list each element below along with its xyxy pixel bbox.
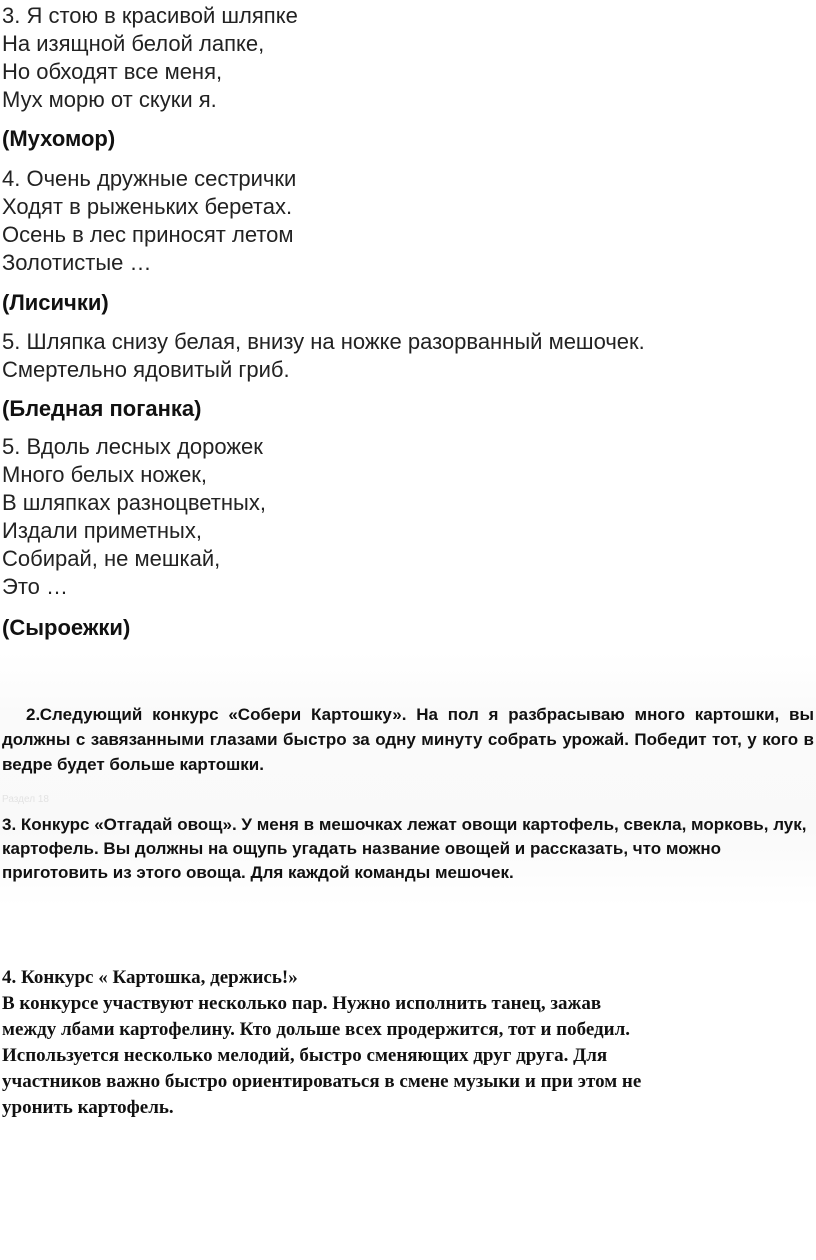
riddle-line: Золотистые … (2, 250, 152, 275)
contest-4-line: уронить картофель. (2, 1097, 174, 1118)
riddle-line: 5. Шляпка снизу белая, внизу на ножке разорванный мешочек. (2, 329, 645, 354)
riddle-line: Много белых ножек, (2, 462, 208, 487)
riddle-line: Осень в лес приносят летом (2, 222, 294, 247)
riddle-line: В шляпках разноцветных, (2, 490, 266, 515)
riddle-line: Мух морю от скуки я. (2, 87, 217, 112)
riddle-line: Ходят в рыженьких беретах. (2, 194, 293, 219)
riddle-line: Издали приметных, (2, 518, 202, 543)
contest-4-paragraph (2, 965, 814, 1121)
riddle-line: На изящной белой лапке, (2, 31, 265, 56)
riddle-answer: (Бледная поганка) (2, 396, 202, 421)
riddle-answer: (Мухомор) (2, 126, 116, 151)
contest-2-paragraph (2, 702, 814, 777)
contest-3-paragraph: 3. Конкурс «Отгадай овощ». У меня в мешочках лежат овощи картофель, свекла, морковь, лук, картофель. Вы должны на ощупь угадать название овощей и рассказать, что можно приготовить из этого овоща. Для каждой команды мешочек. (2, 815, 807, 882)
riddle-answer: (Сыроежки) (2, 615, 131, 640)
riddle-syroezhki-text (2, 433, 266, 601)
riddle-line: 3. Я стою в красивой шляпке (2, 3, 298, 28)
contest-2-number: 2. (26, 705, 41, 724)
riddle-mukhomor-text (2, 2, 298, 114)
riddle-answer: (Лисички) (2, 290, 109, 315)
riddle-poganka-text (2, 328, 645, 384)
riddle-lisichki-text (2, 165, 296, 277)
contest-4-line: между лбами картофелину. Кто дольше всех продержится, тот и победил. (2, 1019, 631, 1040)
contest-4-line: участников важно быстро ориентироваться в смене музыки и при этом не (2, 1071, 642, 1092)
contest-4-line: В конкурсе участвуют несколько пар. Нужно исполнить танец, зажав (2, 993, 602, 1014)
contest-2-text: Следующий конкурс «Собери Картошку». На пол я разбрасываю много картошки, вы должны с завязанными глазами быстро за одну минуту собрать урожай. Победит тот, у кого в ведре будет больше картошки. (2, 705, 814, 774)
riddle-line: Собирай, не мешкай, (2, 546, 221, 571)
riddle-line: 4. Очень дружные сестрички (2, 166, 297, 191)
riddle-line: Смертельно ядовитый гриб. (2, 357, 290, 382)
riddle-line: Но обходят все меня, (2, 59, 223, 84)
faint-watermark-label: Раздел 18 (2, 794, 49, 805)
contest-4-title: 4. Конкурс « Картошка, держись!» (2, 967, 298, 988)
riddle-line: 5. Вдоль лесных дорожек (2, 434, 263, 459)
riddle-line: Это … (2, 574, 68, 599)
contest-4-line: Используется несколько мелодий, быстро сменяющих друг друга. Для (2, 1045, 608, 1066)
